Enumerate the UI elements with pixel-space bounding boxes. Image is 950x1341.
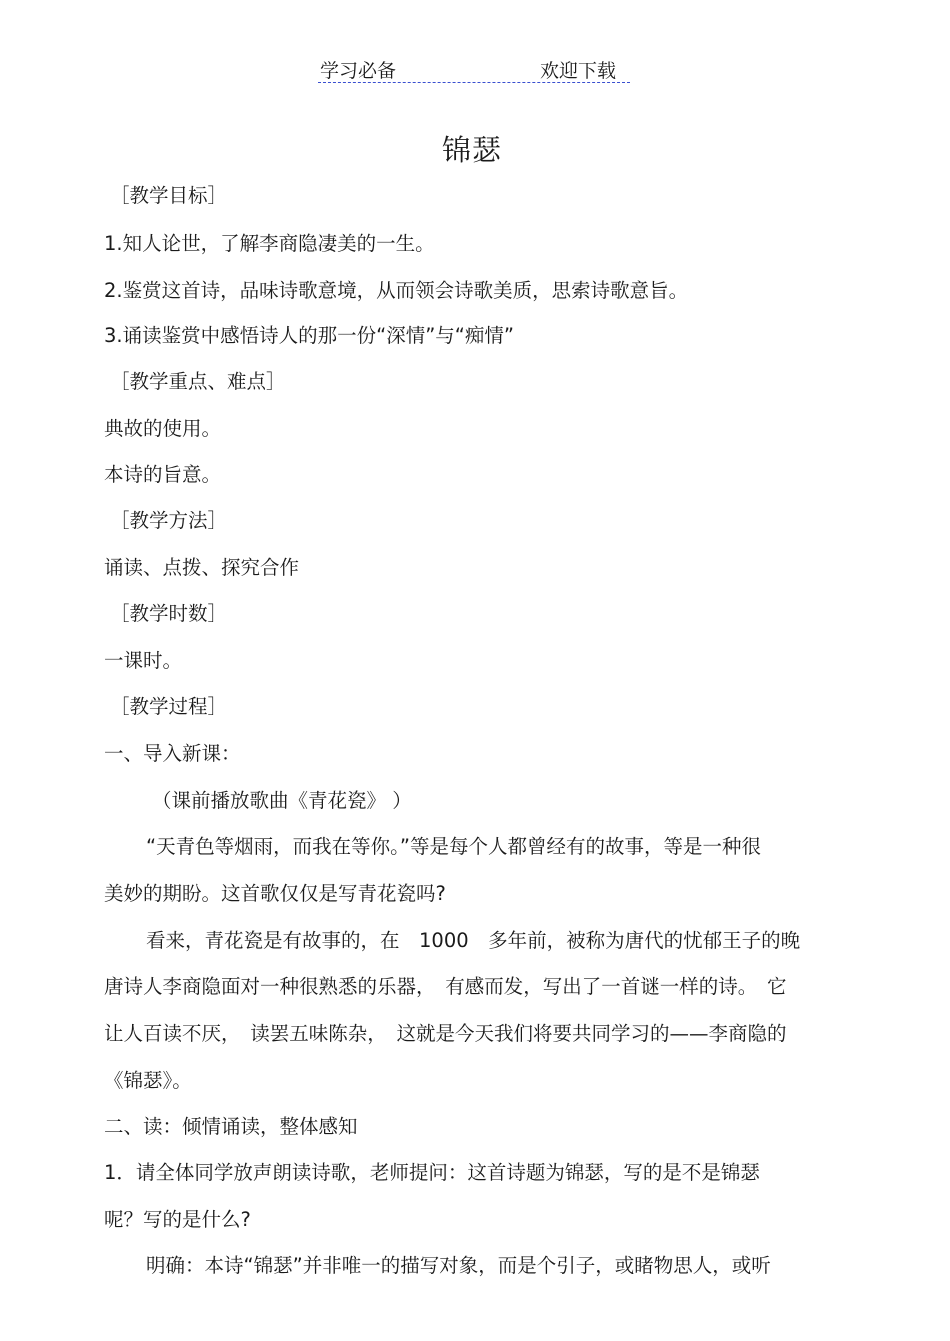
hours-text: 一课时。 xyxy=(104,649,183,672)
song-note: （课前播放歌曲《青花瓷》 ） xyxy=(152,789,412,812)
paragraph-line: 《锦瑟》。 xyxy=(104,1069,192,1092)
question-line: 呢？写的是什么? xyxy=(104,1208,251,1231)
objective-1: 1.知人论世，了解李商隐凄美的一生。 xyxy=(104,232,435,255)
answer-line: 明确：本诗“锦瑟”并非唯一的描写对象，而是个引子，或睹物思人，或听 xyxy=(146,1254,771,1277)
paragraph-line: 让人百读不厌， 读罢五味陈杂， 这就是今天我们将要共同学习的——李商隐的 xyxy=(104,1022,787,1045)
header-right-text: 欢迎下载 xyxy=(540,60,617,82)
paragraph-line: 看来，青花瓷是有故事的，在 1000 多年前，被称为唐代的忧郁王子的晚 xyxy=(146,929,801,952)
page-header xyxy=(318,56,630,83)
section-heading-hours: ［教学时数］ xyxy=(110,602,228,625)
document-title: 锦瑟 xyxy=(441,133,502,167)
key-point-1: 典故的使用。 xyxy=(104,417,222,440)
paragraph-line: 美妙的期盼。这首歌仅仅是写青花瓷吗? xyxy=(104,882,446,905)
section-heading-key-points: ［教学重点、难点］ xyxy=(110,370,286,393)
section-heading-process: ［教学过程］ xyxy=(110,695,228,718)
paragraph-line: “天青色等烟雨，而我在等你。”等是每个人都曾经有的故事，等是一种很 xyxy=(146,835,761,858)
objective-2: 2.鉴赏这首诗，品味诗歌意境，从而领会诗歌美质，思索诗歌意旨。 xyxy=(104,279,689,302)
step-1-heading: 一、导入新课： xyxy=(104,742,241,765)
key-point-2: 本诗的旨意。 xyxy=(104,463,222,486)
paragraph-line: 唐诗人李商隐面对一种很熟悉的乐器， 有感而发，写出了一首谜一样的诗。 它 xyxy=(104,975,787,998)
question-line: 1．请全体同学放声朗读诗歌，老师提问：这首诗题为锦瑟，写的是不是锦瑟 xyxy=(104,1161,760,1184)
section-heading-objectives: ［教学目标］ xyxy=(110,184,228,207)
objective-3: 3.诵读鉴赏中感悟诗人的那一份“深情”与“痴情” xyxy=(104,324,515,347)
header-left-text: 学习必备 xyxy=(320,60,397,82)
section-heading-methods: ［教学方法］ xyxy=(110,509,228,532)
step-2-heading: 二、读：倾情诵读，整体感知 xyxy=(104,1115,358,1138)
methods-text: 诵读、点拨、探究合作 xyxy=(104,556,300,579)
